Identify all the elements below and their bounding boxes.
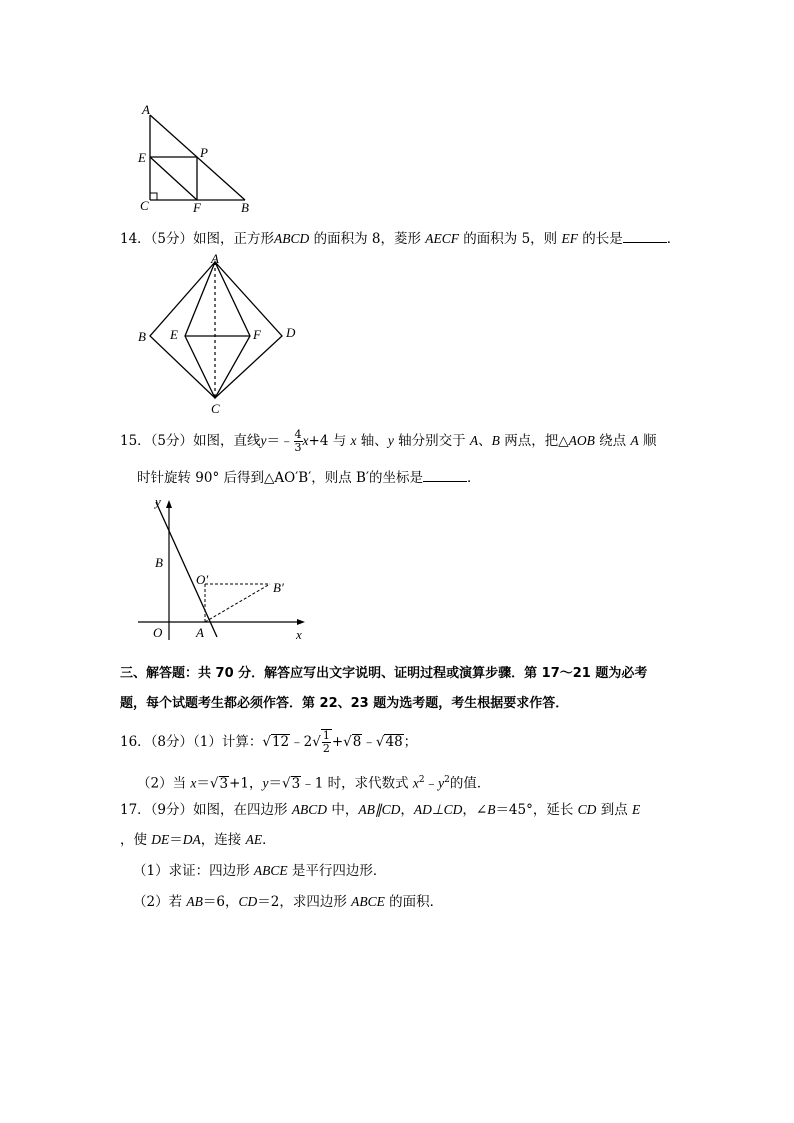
- q14-text-3: 的面积为 5，则: [459, 231, 562, 247]
- question-14: [120, 228, 680, 248]
- q16-sqrt-3-b: 3: [291, 775, 301, 792]
- fig15-label-B: B: [155, 555, 163, 570]
- q17-segment-AE: AE: [245, 832, 263, 847]
- q15-text-7: 顺: [638, 433, 657, 449]
- answer-blank-14[interactable]: [623, 228, 667, 243]
- q14-text: 14．（5分）如图，正方形: [120, 231, 275, 247]
- q17-part-2-AB: AB: [186, 894, 203, 909]
- q15-fraction: [294, 429, 303, 454]
- fig15-label-O: O: [153, 625, 163, 640]
- q16-minus: ﹣: [362, 734, 376, 750]
- answer-blank-15[interactable]: [423, 467, 467, 482]
- fig15-label-B-prime: B′: [273, 580, 284, 595]
- q14-square-name: ABCD: [274, 231, 310, 246]
- q16-expr-x: x: [412, 775, 419, 791]
- fig14-label-C: C: [211, 401, 220, 416]
- q17-segment-DE: DE: [151, 832, 170, 847]
- q15-var-x: x: [302, 433, 309, 448]
- q17-text-3: ＝45°，延长: [495, 802, 578, 818]
- q15-eq: ＝﹣: [266, 433, 294, 449]
- question-15: [120, 424, 680, 494]
- q17-parallel: AB∥CD: [358, 802, 401, 817]
- question-16: 16．（8分）（1）计算：√12﹣2√ $\frac{1}{2}$ +√8﹣√48； （2）当 x＝√3+1，y＝√3﹣1 时，求代数式 $x^2﹣y^2$的值．: [120, 729, 491, 792]
- question-17: [120, 800, 680, 920]
- q17-segment-DA: DA: [182, 832, 201, 847]
- fig15-label-O-prime: O′: [196, 572, 209, 587]
- fig13-label-A: A: [142, 102, 150, 117]
- q15-text-6: 绕点: [594, 433, 631, 449]
- q15-point-A: A: [469, 433, 479, 448]
- q17-text-6: ，连接: [200, 832, 246, 848]
- q17-part-2-text: ＝2，求四边形: [257, 894, 352, 910]
- q15-text-3: 轴、: [356, 433, 388, 449]
- fig15-label-y: y: [155, 494, 161, 509]
- fig14-label-D: D: [286, 325, 296, 340]
- q16-minus-2: ﹣2: [290, 734, 313, 750]
- q17-part-1-quad: ABCE: [253, 863, 288, 878]
- section-3-heading: [120, 664, 680, 716]
- q17-part-2-quad: ABCE: [351, 894, 385, 909]
- q14-text-2: 的面积为 8，菱形: [309, 231, 426, 247]
- q16-exp-1: 2: [418, 775, 425, 785]
- q16-sqrt-half: [321, 729, 332, 755]
- q17-part-1-text: 是平行四边形．: [287, 863, 387, 879]
- q16-expr-y: y: [438, 775, 445, 791]
- q16-semicolon: ；: [403, 734, 418, 750]
- q16-end: 的值．: [449, 775, 491, 792]
- q16-sqrt-8: 8: [352, 734, 362, 750]
- q16-eq-1: ＝: [196, 775, 210, 792]
- q15-line-2: 时针旋转 90° 后得到△AO′B′，则点 B′的坐标是: [137, 470, 424, 486]
- q15-y-axis: y: [387, 433, 394, 448]
- q16-sqrt-3: 3: [219, 775, 229, 792]
- q16-frac-num: 1: [322, 729, 330, 742]
- q16-part-1-label: 16．（8分）（1）计算：: [120, 734, 263, 750]
- q17-comma: ，: [400, 802, 414, 818]
- q14-segment-name: EF: [561, 231, 578, 246]
- q17-segment-CD: CD: [577, 802, 597, 817]
- q16-var-x: x: [190, 775, 197, 791]
- q15-point-B: B: [491, 433, 500, 448]
- q15-end: ．: [467, 470, 481, 486]
- q17-text-2: 中，: [327, 802, 359, 818]
- q15-text-4: 轴分别交于: [393, 433, 470, 449]
- q15-var-y: y: [260, 433, 267, 448]
- figure-q14-square-rhombus: [140, 250, 300, 420]
- q17-point-E: E: [632, 802, 641, 817]
- q17-period: ．: [262, 832, 276, 848]
- q16-text: ﹣1 时，求代数式: [301, 775, 413, 792]
- q15-fraction-den: 3: [294, 441, 302, 454]
- q17-part-2-label: （2）若: [133, 894, 187, 910]
- q15-text-5: 两点，把△: [499, 433, 569, 449]
- section-3-line-2: 题，每个试题考生都必须作答．第 22、23 题为选考题，考生根据要求作答．: [120, 696, 569, 711]
- q15-point-A-2: A: [630, 433, 639, 448]
- fig13-label-F: F: [193, 200, 201, 215]
- q16-var-y: y: [262, 775, 269, 791]
- q17-angle-sign: ，∠: [462, 802, 488, 818]
- q16-sqrt-12: 12: [271, 734, 290, 750]
- q17-part-1-label: （1）求证：四边形: [133, 863, 254, 879]
- fig13-label-C: C: [140, 198, 149, 213]
- q14-end: ．: [666, 231, 681, 247]
- q17-eq: ＝: [169, 832, 183, 848]
- fig13-label-B: B: [241, 200, 249, 215]
- q17-text-5: ，使: [120, 832, 152, 848]
- q16-sqrt-48: 48: [385, 734, 403, 750]
- q17-quad-name: ABCD: [291, 802, 328, 817]
- q15-text: 15．（5分）如图，直线: [120, 433, 261, 449]
- q16-plus-1: +1，: [229, 775, 263, 792]
- q15-x-axis: x: [350, 433, 357, 448]
- q17-part-2-end: 的面积．: [384, 894, 444, 910]
- q15-fraction-num: 4: [294, 428, 302, 441]
- q16-frac-den: 2: [322, 742, 330, 755]
- fig14-label-A: A: [211, 251, 219, 266]
- q16-plus: +: [331, 734, 344, 750]
- q17-text: 17．（9分）如图，在四边形: [120, 802, 292, 818]
- q16-eq-2: ＝: [268, 775, 282, 792]
- q16-exp-2: 2: [444, 775, 450, 785]
- q17-part-2-CD: CD: [238, 894, 258, 909]
- q17-part-2-val-1: ＝6，: [202, 894, 239, 910]
- fig15-label-A: A: [196, 625, 204, 640]
- q14-text-4: 的长是: [577, 231, 623, 247]
- q16-part-2-label: （2）当: [137, 775, 191, 792]
- fig13-label-E: E: [138, 150, 146, 165]
- fig13-label-P: P: [200, 145, 208, 160]
- q17-perpendicular: AD⊥CD: [413, 802, 463, 817]
- q17-text-4: 到点: [596, 802, 633, 818]
- q15-text-2: +4 与: [308, 433, 351, 449]
- q17-angle-B: B: [487, 802, 496, 817]
- section-3-line-1: 三、解答题：共 70 分．解答应写出文字说明、证明过程或演算步骤．第 17～21 题为必考: [120, 666, 648, 681]
- fig15-label-x: x: [296, 627, 302, 642]
- fig14-label-E: E: [170, 327, 178, 342]
- q16-expr-minus: ﹣: [424, 775, 439, 792]
- q14-rhombus-name: AECF: [425, 231, 459, 246]
- fig14-label-B: B: [138, 329, 146, 344]
- q15-sep: 、: [478, 433, 492, 449]
- q15-triangle-name: AOB: [568, 433, 595, 448]
- fig14-label-F: F: [253, 327, 261, 342]
